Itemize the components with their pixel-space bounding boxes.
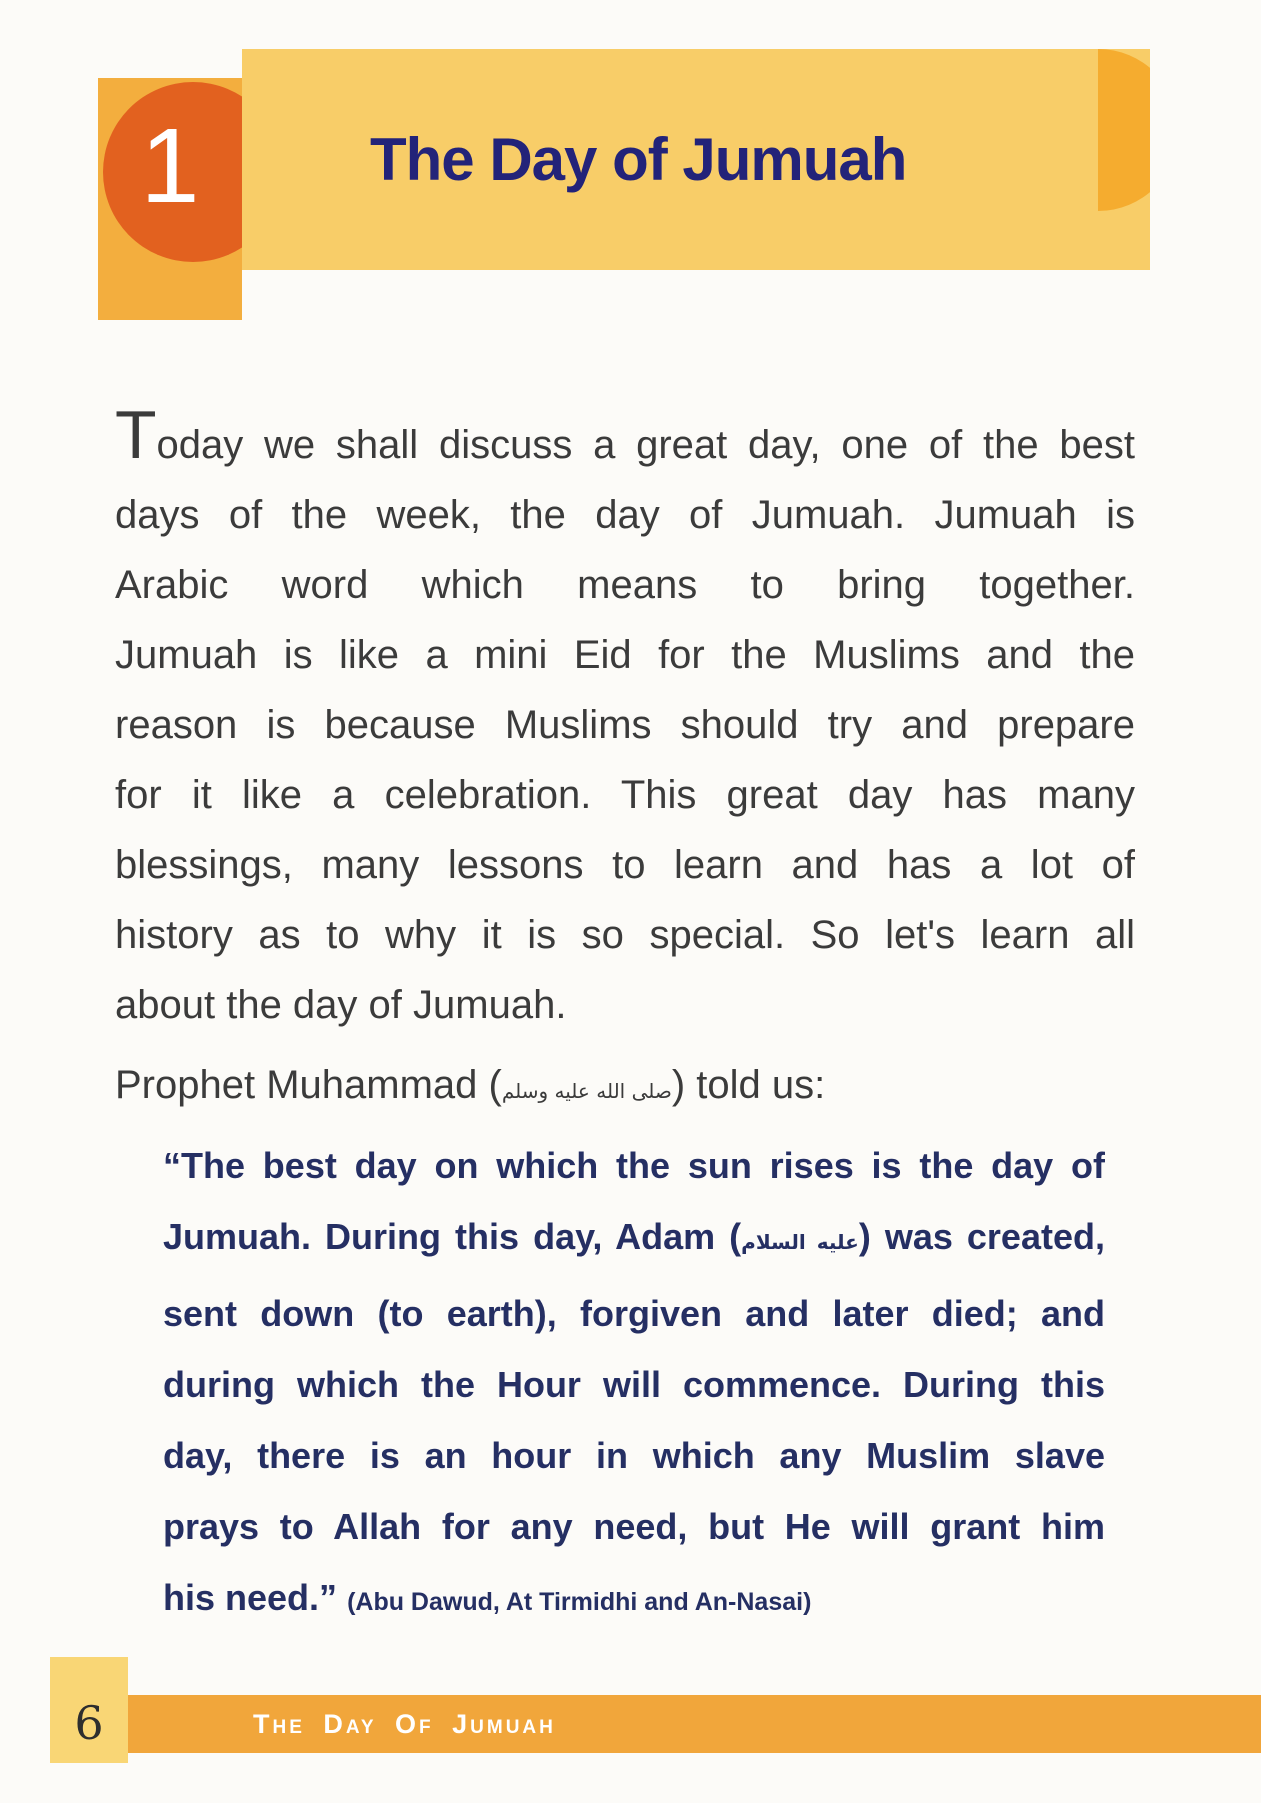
text-line: reason is because Muslims should try and prepare <box>115 703 1135 747</box>
chapter-number: 1 <box>140 107 200 225</box>
quote-adam-before: Jumuah. During this day, Adam ( <box>163 1216 742 1257</box>
page-number: 6 <box>74 1696 104 1750</box>
quote-adam-line <box>163 1201 1105 1278</box>
quote-last-text: his need.” <box>163 1577 338 1618</box>
footer-bar <box>128 1695 1261 1753</box>
text-line: for it like a celebration. This great day has many <box>115 773 1135 817</box>
body-paragraph <box>115 400 1135 1040</box>
text-line: prays to Allah for any need, but He will grant him <box>163 1506 1105 1547</box>
page-number-tab <box>50 1657 128 1763</box>
prophet-statement-after: ) told us: <box>671 1063 826 1107</box>
prophet-statement-before: Prophet Muhammad ( <box>115 1063 502 1107</box>
drop-cap: T <box>115 400 157 473</box>
paragraph-lines <box>115 480 1135 970</box>
text-line: during which the Hour will commence. During this <box>163 1364 1105 1405</box>
chapter-number-strip <box>98 78 242 320</box>
text-line: blessings, many lessons to learn and has a lot of <box>115 843 1135 887</box>
text-line: day, there is an hour in which any Muslim slave <box>163 1435 1105 1476</box>
prophet-statement <box>115 1050 1135 1126</box>
honorific-adam: عليه السلام <box>741 1230 859 1254</box>
honorific-muhammad: صلى الله عليه وسلم <box>501 1079 672 1103</box>
text-line: sent down (to earth), forgiven and later died; and <box>163 1293 1105 1334</box>
chapter-title: The Day of Jumuah <box>370 126 907 193</box>
paragraph-first-line-text: oday we shall discuss a great day, one of the best <box>156 423 1135 467</box>
footer-title: The Day Of Jumuah <box>253 1708 556 1739</box>
quote-adam-after: ) was created, <box>858 1216 1105 1257</box>
hadith-quote <box>163 1130 1105 1638</box>
quote-lines <box>163 1278 1105 1562</box>
text-line: days of the week, the day of Jumuah. Jumuah is <box>115 493 1135 537</box>
paragraph-last-line: about the day of Jumuah. <box>115 983 567 1027</box>
chapter-title-banner <box>242 49 1150 270</box>
paragraph-first-line <box>115 400 1135 480</box>
text-line: history as to why it is so special. So let's learn all <box>115 913 1135 957</box>
banner-halfcircle-accent <box>1098 49 1150 211</box>
quote-first-line: “The best day on which the sun rises is the day of <box>163 1145 1105 1186</box>
text-line: Jumuah is like a mini Eid for the Muslims and the <box>115 633 1135 677</box>
quote-last-line <box>163 1562 1105 1638</box>
text-line: Arabic word which means to bring together. <box>115 563 1135 607</box>
hadith-citation: (Abu Dawud, At Tirmidhi and An-Nasai) <box>347 1588 812 1616</box>
